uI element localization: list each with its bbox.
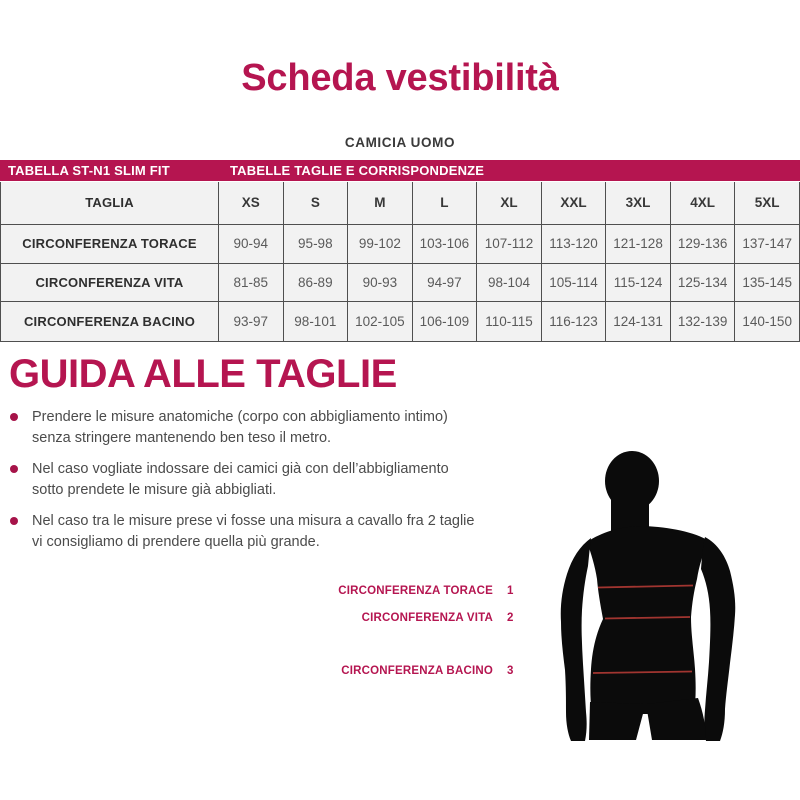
size-col-header: 5XL: [735, 182, 800, 224]
value-cell: 90-94: [219, 224, 284, 263]
size-col-header: XL: [477, 182, 542, 224]
measure-label-number: 2: [507, 612, 514, 624]
measure-label-vita: [362, 612, 517, 625]
value-cell: 99-102: [348, 224, 413, 263]
bullet-text: [32, 511, 474, 553]
male-torso-silhouette: [545, 438, 745, 748]
value-cell: 115-124: [606, 263, 671, 301]
size-col-header: XS: [219, 182, 284, 224]
page-title: Scheda vestibilità: [241, 57, 559, 99]
bullet-line: Nel caso vogliate indossare dei camici già con dell’abbigliamento: [32, 461, 449, 477]
bullet-line: Prendere le misure anatomiche (corpo con abbigliamento intimo): [32, 409, 448, 425]
value-cell: 102-105: [348, 301, 413, 341]
value-cell: 135-145: [735, 263, 800, 301]
value-cell: 90-93: [348, 263, 413, 301]
measure-label-text: CIRCONFERENZA BACINO: [341, 665, 493, 677]
measure-label-torace: [338, 585, 517, 598]
value-cell: 98-104: [477, 263, 542, 301]
value-cell: 140-150: [735, 301, 800, 341]
guide-bullet: [10, 407, 550, 449]
size-col-header: 4XL: [670, 182, 735, 224]
bullet-line: vi consigliamo di prendere quella più grande.: [32, 534, 320, 550]
value-cell: 103-106: [412, 224, 477, 263]
size-col-header: S: [283, 182, 348, 224]
value-cell: 113-120: [541, 224, 606, 263]
table-header-left-label: TABELLA ST-N1 SLIM FIT: [8, 163, 170, 178]
value-cell: 137-147: [735, 224, 800, 263]
silhouette-torso: [587, 526, 709, 714]
bullet-dot-icon: [10, 413, 18, 421]
value-cell: 81-85: [219, 263, 284, 301]
size-table-container: [0, 182, 800, 342]
silhouette-left-arm: [561, 538, 591, 741]
value-cell: 93-97: [219, 301, 284, 341]
bullet-dot-icon: [10, 517, 18, 525]
guide-bullet: [10, 459, 550, 501]
guide-bullet: [10, 511, 550, 553]
measure-label-text: CIRCONFERENZA VITA: [361, 612, 493, 624]
silhouette-right-arm: [701, 537, 735, 741]
table-row-vita: [1, 263, 800, 301]
size-col-header: M: [348, 182, 413, 224]
value-cell: 95-98: [283, 224, 348, 263]
bullet-text: [32, 407, 448, 449]
value-cell: 121-128: [606, 224, 671, 263]
value-cell: 106-109: [412, 301, 477, 341]
value-cell: 98-101: [283, 301, 348, 341]
bullet-line: sotto prendete le misure già abbigliati.: [32, 482, 277, 498]
value-cell: 124-131: [606, 301, 671, 341]
row-label-torace: CIRCONFERENZA TORACE: [1, 224, 219, 263]
row-label-bacino: CIRCONFERENZA BACINO: [1, 301, 219, 341]
page-subtitle: CAMICIA UOMO: [344, 135, 456, 150]
bullet-line: senza stringere mantenendo ben teso il metro.: [32, 430, 332, 446]
measure-label-number: 1: [507, 585, 514, 597]
size-col-header: L: [412, 182, 477, 224]
table-header-bar: [0, 160, 800, 181]
measure-label-number: 3: [507, 665, 514, 677]
value-cell: 125-134: [670, 263, 735, 301]
value-cell: 132-139: [670, 301, 735, 341]
value-cell: 86-89: [283, 263, 348, 301]
value-cell: 116-123: [541, 301, 606, 341]
value-cell: 110-115: [477, 301, 542, 341]
table-row-bacino: [1, 301, 800, 341]
value-cell: 107-112: [477, 224, 542, 263]
bullet-dot-icon: [10, 465, 18, 473]
size-table: [0, 182, 800, 342]
table-row-sizes: [1, 182, 800, 224]
measure-label-bacino: [341, 665, 517, 678]
size-guide-bullets: [10, 407, 550, 563]
size-col-header: XXL: [541, 182, 606, 224]
bullet-text: [32, 459, 449, 501]
size-col-header: 3XL: [606, 182, 671, 224]
bullet-line: Nel caso tra le misure prese vi fosse una misura a cavallo fra 2 taglie: [32, 513, 475, 529]
row-label-taglia: TAGLIA: [1, 182, 219, 224]
measure-label-text: CIRCONFERENZA TORACE: [338, 585, 493, 597]
table-row-torace: [1, 224, 800, 263]
value-cell: 129-136: [670, 224, 735, 263]
value-cell: 94-97: [412, 263, 477, 301]
value-cell: 105-114: [541, 263, 606, 301]
silhouette-right-leg: [647, 698, 706, 740]
row-label-vita: CIRCONFERENZA VITA: [1, 263, 219, 301]
size-guide-heading: GUIDA ALLE TAGLIE: [9, 352, 397, 396]
silhouette-left-leg: [589, 702, 644, 740]
table-header-right-label: TABELLE TAGLIE E CORRISPONDENZE: [230, 163, 485, 178]
